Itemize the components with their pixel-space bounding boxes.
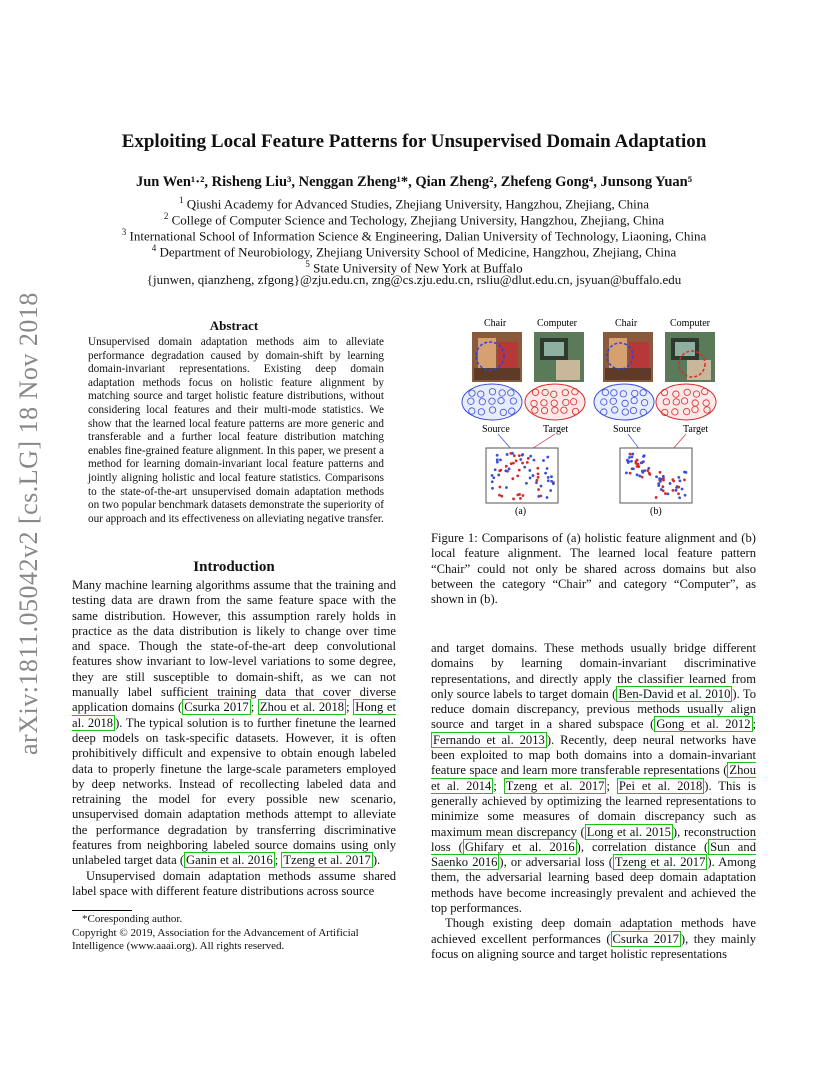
scatter-point bbox=[646, 469, 649, 472]
scatter-point bbox=[546, 456, 549, 459]
scatter-point bbox=[630, 456, 633, 459]
scatter-point bbox=[498, 494, 501, 497]
scatter-point bbox=[529, 455, 532, 458]
scatter-point bbox=[518, 469, 521, 472]
citation-link[interactable]: Pei et al. 2018 bbox=[618, 778, 703, 793]
scatter-point bbox=[643, 454, 646, 457]
scatter-point bbox=[491, 474, 494, 477]
label-computer-a: Computer bbox=[537, 318, 577, 329]
copyright-notice: Copyright © 2019, Association for the Advancement of Artificial Intelligence (www.aaai.org). All rights reserved. bbox=[72, 926, 359, 952]
citation-link[interactable]: Hong et al. 2018 bbox=[72, 700, 397, 730]
scatter-point bbox=[684, 494, 687, 497]
citation-link[interactable]: Fernando et al. 2013 bbox=[433, 732, 545, 747]
scatter-point bbox=[499, 459, 502, 462]
scatter-point bbox=[537, 488, 540, 491]
scatter-point bbox=[627, 460, 630, 463]
scatter-point bbox=[521, 454, 524, 457]
scatter-point bbox=[492, 476, 495, 479]
scatter-point bbox=[638, 475, 641, 478]
paragraph: Though existing deep domain adaptation methods have achieved excellent performances ( Csurka 2017 ), they mainly focus on aligning source and target holistic representations bbox=[431, 916, 756, 961]
citation-link[interactable]: Ganin et al. 2016 bbox=[186, 853, 273, 868]
label-computer-b: Computer bbox=[670, 318, 710, 329]
scatter-point bbox=[506, 453, 509, 456]
scatter-point bbox=[527, 457, 530, 460]
scatter-point bbox=[537, 495, 540, 498]
scatter-point bbox=[672, 489, 675, 492]
paragraph: and target domains. These methods usually bridge different domains by learning domain-invariant discriminative representations, and directly apply the classifier learned from only source labels to target domain ( Ben-David et al. 2010 ). To reduce domain discrepancy, previous methods usually align source and target in a shared subspace ( Gong et al. 2012 ; Fernando et al. 2013 ). Recently, deep neural networks have been exploited to map both domains into a domain-invariant feature space and learn more transferable representations ( Zhou et al. 2014 ; Tzeng et al. 2017 ; Pei et al. 2018 ). This is generally achieved by optimizing the learned representations to minimize some measures of domain discrepancy such as maximum mean discrepancy ( Long et al. 2015 ), reconstruction loss ( Ghifary et al. 2016 ), correlation distance ( Sun and Saenko 2016 ), or adversarial loss ( Tzeng et al. 2017 ). Among them, the adversarial learning based deep domain adaptation methods have become increasingly prevalent and achieved the top performances. bbox=[431, 641, 757, 916]
paragraph: Many machine learning algorithms assume that the training and testing data are drawn from the same feature space with the same distribution. However, this assumption rarely holds in practice as the data distribution is likely to change over time and space. Though the state-of-the-art deep convolutional features show invariant to low-level variations to some degree, they are still susceptible to domain-shift, as we can not manually label sufficient training data that cover diverse application domains ( Csurka 2017 ; Zhou et al. 2018 ; Hong et al. 2018 ). The typical solution is to further finetune the learned deep models on task-specific datasets. However, it is often prohibitively difficult and expensive to obtain enough labeled data to properly finetune the large-scale parameters employed by deep networks. Instead of recollecting labeled data and retraining the model for every possible new scenario, unsupervised domain adaptation methods attempt to alleviate the performance degradation by transferring discriminative features from neighboring labeled source domains using only unlabeled target data ( Ganin et al. 2016 ; Tzeng et al. 2017 ). bbox=[72, 578, 397, 868]
photo-chair-a bbox=[472, 332, 522, 382]
scatter-point bbox=[679, 479, 682, 482]
citation-link[interactable]: Tzeng et al. 2017 bbox=[505, 778, 605, 793]
footnote bbox=[72, 913, 396, 954]
scatter-point bbox=[510, 462, 513, 465]
scatter-point bbox=[675, 486, 678, 489]
scatter-point bbox=[494, 468, 497, 471]
affiliation: $^1$ Qiushi Academy for Advanced Studies, Zhejiang University, Hangzhou, Zhejiang, China bbox=[178, 195, 650, 212]
scatter-point bbox=[546, 467, 549, 470]
affiliation: $^2$ College of Computer Science and Techology, Zhejiang University, Hangzhou, Zhejiang, China bbox=[163, 211, 665, 228]
label-source-a: Source bbox=[482, 424, 510, 435]
citation-link[interactable]: Gong et al. 2012 bbox=[656, 717, 751, 732]
scatter-point bbox=[496, 461, 499, 464]
scatter-point bbox=[536, 467, 539, 470]
scatter-point bbox=[508, 468, 511, 471]
scatter-point bbox=[513, 454, 516, 457]
scatter-point bbox=[497, 474, 500, 477]
scatter-point bbox=[491, 487, 494, 490]
scatter-point bbox=[629, 453, 632, 456]
scatter-point bbox=[499, 469, 502, 472]
scatter-point bbox=[516, 474, 519, 477]
scatter-point bbox=[549, 489, 552, 492]
photo-computer-a bbox=[534, 332, 584, 382]
introduction-heading: Introduction bbox=[193, 559, 275, 575]
scatter-point bbox=[662, 475, 665, 478]
scatter-point bbox=[683, 478, 686, 481]
scatter-point bbox=[511, 477, 514, 480]
citation-link[interactable]: Long et al. 2015 bbox=[586, 824, 671, 839]
scatter-point bbox=[671, 478, 674, 481]
scatter-point bbox=[655, 475, 658, 478]
scatter-point bbox=[657, 483, 660, 486]
subfigure-label-b: (b) bbox=[650, 506, 662, 517]
scatter-point bbox=[666, 492, 669, 495]
scatter-point bbox=[537, 472, 540, 475]
scatter-point bbox=[547, 479, 550, 482]
scatter-point bbox=[629, 472, 632, 475]
scatter-point bbox=[519, 497, 522, 500]
scatter-point bbox=[628, 456, 631, 459]
scatter-point bbox=[641, 476, 644, 479]
label-chair-a: Chair bbox=[484, 318, 507, 329]
scatter-point bbox=[515, 459, 518, 462]
scatter-point bbox=[504, 469, 507, 472]
affiliation: $^4$ Department of Neurobiology, Zhejiang University School of Medicine, Hangzhou, Zhejiang, China bbox=[151, 243, 677, 260]
scatter-point bbox=[533, 459, 536, 462]
scatter-point bbox=[540, 485, 543, 488]
affiliation: $^5$ State University of New York at Buffalo bbox=[305, 259, 523, 276]
paper-title: Exploiting Local Feature Patterns for Unsupervised Domain Adaptation bbox=[121, 131, 707, 152]
scatter-point bbox=[636, 473, 639, 476]
scatter-point bbox=[542, 459, 545, 462]
scatter-point bbox=[491, 480, 494, 483]
photo-computer-b bbox=[665, 332, 715, 382]
scatter-point bbox=[535, 479, 538, 482]
citation-link[interactable]: Tzeng et al. 2017 bbox=[614, 855, 706, 870]
scatter-point bbox=[525, 482, 528, 485]
scatter-point bbox=[544, 472, 547, 475]
scatter-point bbox=[537, 476, 540, 479]
figure-1 bbox=[460, 312, 730, 522]
scatter-point bbox=[522, 494, 525, 497]
scatter-point bbox=[500, 495, 503, 498]
scatter-point bbox=[636, 459, 639, 462]
scatter-point bbox=[526, 461, 529, 464]
scatter-point bbox=[498, 486, 501, 489]
corresponding-author-note: *Coresponding author. bbox=[82, 913, 183, 925]
label-source-b: Source bbox=[613, 424, 641, 435]
scatter-point bbox=[659, 471, 662, 474]
scatter-point bbox=[550, 475, 553, 478]
scatter-point bbox=[669, 482, 672, 485]
scatter-point bbox=[635, 462, 638, 465]
scatter-point bbox=[648, 472, 651, 475]
label-target-a: Target bbox=[543, 424, 569, 435]
scatter-point bbox=[535, 481, 538, 484]
affiliation: $^3$ International School of Information Science & Engineering, Dalian University of Technology, Liaoning, China bbox=[121, 227, 707, 244]
citation-link[interactable]: Ben-David et al. 2010 bbox=[618, 686, 731, 701]
paragraph: Unsupervised domain adaptation methods assume shared label space with different feature distributions across source bbox=[72, 868, 396, 898]
scatter-point bbox=[660, 478, 663, 481]
scatter-point bbox=[512, 498, 515, 501]
subfigure-label-a: (a) bbox=[515, 506, 527, 517]
scatter-point bbox=[528, 469, 531, 472]
scatter-point bbox=[505, 486, 508, 489]
right-column-body bbox=[431, 641, 756, 962]
citation-link[interactable]: Csurka 2017 bbox=[612, 931, 679, 946]
figure-caption: Figure 1: Comparisons of (a) holistic feature alignment and (b) local feature alignment. The learned local feature pattern “Chair” could not only be shared across domains but also between the category “Chair” and category “Computer”, as shown in (b). bbox=[431, 531, 756, 607]
abstract-heading: Abstract bbox=[209, 318, 259, 333]
label-chair-b: Chair bbox=[615, 318, 638, 329]
source-cluster-a bbox=[462, 384, 522, 420]
citation-link[interactable]: Tzeng et al. 2017 bbox=[283, 853, 371, 868]
scatter-point bbox=[630, 460, 633, 463]
scatter-point bbox=[675, 489, 678, 492]
scatter-point bbox=[641, 471, 644, 474]
citation-link[interactable]: Zhou et al. 2018 bbox=[259, 700, 345, 715]
scatter-point bbox=[546, 496, 549, 499]
scatter-point bbox=[547, 476, 550, 479]
scatter-point bbox=[511, 452, 514, 455]
scatter-point bbox=[683, 471, 686, 474]
scatter-point bbox=[550, 480, 553, 483]
scatter-point bbox=[625, 471, 628, 474]
scatter-point bbox=[529, 477, 532, 480]
scatter-point bbox=[516, 494, 519, 497]
citation-link[interactable]: Csurka 2017 bbox=[184, 700, 249, 715]
footnote-rule bbox=[72, 910, 132, 911]
author-emails: {junwen, qianzheng, zfgong}@zju.edu.cn, zng@cs.zju.edu.cn, rsliu@dlut.edu.cn, jsyuan@buffalo.edu bbox=[146, 272, 682, 287]
citation-link[interactable]: Ghifary et al. 2016 bbox=[464, 839, 575, 854]
scatter-point bbox=[661, 485, 664, 488]
scatter-point bbox=[518, 454, 521, 457]
scatter-point bbox=[678, 496, 681, 499]
left-column-body bbox=[72, 578, 396, 899]
scatter-point bbox=[519, 458, 522, 461]
scatter-point bbox=[642, 460, 645, 463]
scatter-point bbox=[660, 488, 663, 491]
scatter-point bbox=[523, 466, 526, 469]
arxiv-identifier: arXiv:1811.05042v2 [cs.LG] 18 Nov 2018 bbox=[14, 292, 43, 755]
scatter-point bbox=[677, 492, 680, 495]
scatter-point bbox=[662, 479, 665, 482]
scatter-point bbox=[677, 476, 680, 479]
scatter-point bbox=[664, 492, 667, 495]
scatter-point bbox=[631, 467, 634, 470]
author-list: Jun Wen¹·², Risheng Liu³, Nenggan Zheng¹*, Qian Zheng², Zhefeng Gong⁴, Junsong Yuan⁵ bbox=[135, 174, 693, 190]
scatter-point bbox=[496, 454, 499, 457]
scatter-point bbox=[631, 453, 634, 456]
citation-link[interactable]: Zhou et al. 2014 bbox=[431, 763, 756, 793]
photo-chair-b bbox=[603, 332, 653, 382]
scatter-point bbox=[655, 496, 658, 499]
scatter-point bbox=[532, 474, 535, 477]
abstract-text: Unsupervised domain adaptation methods aim to alleviate performance degradation caused by domain-shift by learning domain-invariant representations. Existing deep domain adaptation methods focus on holistic feature alignment by matching source and target holistic feature distributions, without considering local features and their multi-mode statistics. We show that the learned local feature patterns are more generic and transferable and a further local feature distribution matching enables fine-grained feature alignment. In this paper, we present a method for learning domain-invariant local feature patterns and jointly aligning holistic and local feature statistics. Comparisons to the state-of-the-art unsupervised domain adaptation methods on two popular benchmark datasets demonstrate the superiority of our approach and its effectiveness on alleviating negative transfer. bbox=[88, 336, 384, 525]
scatter-point bbox=[681, 488, 684, 491]
scatter-point bbox=[505, 465, 508, 468]
label-target-b: Target bbox=[683, 424, 709, 435]
citation-link[interactable]: Sun and Saenko 2016 bbox=[431, 839, 756, 870]
scatter-point bbox=[521, 462, 524, 465]
scatter-point bbox=[552, 482, 555, 485]
